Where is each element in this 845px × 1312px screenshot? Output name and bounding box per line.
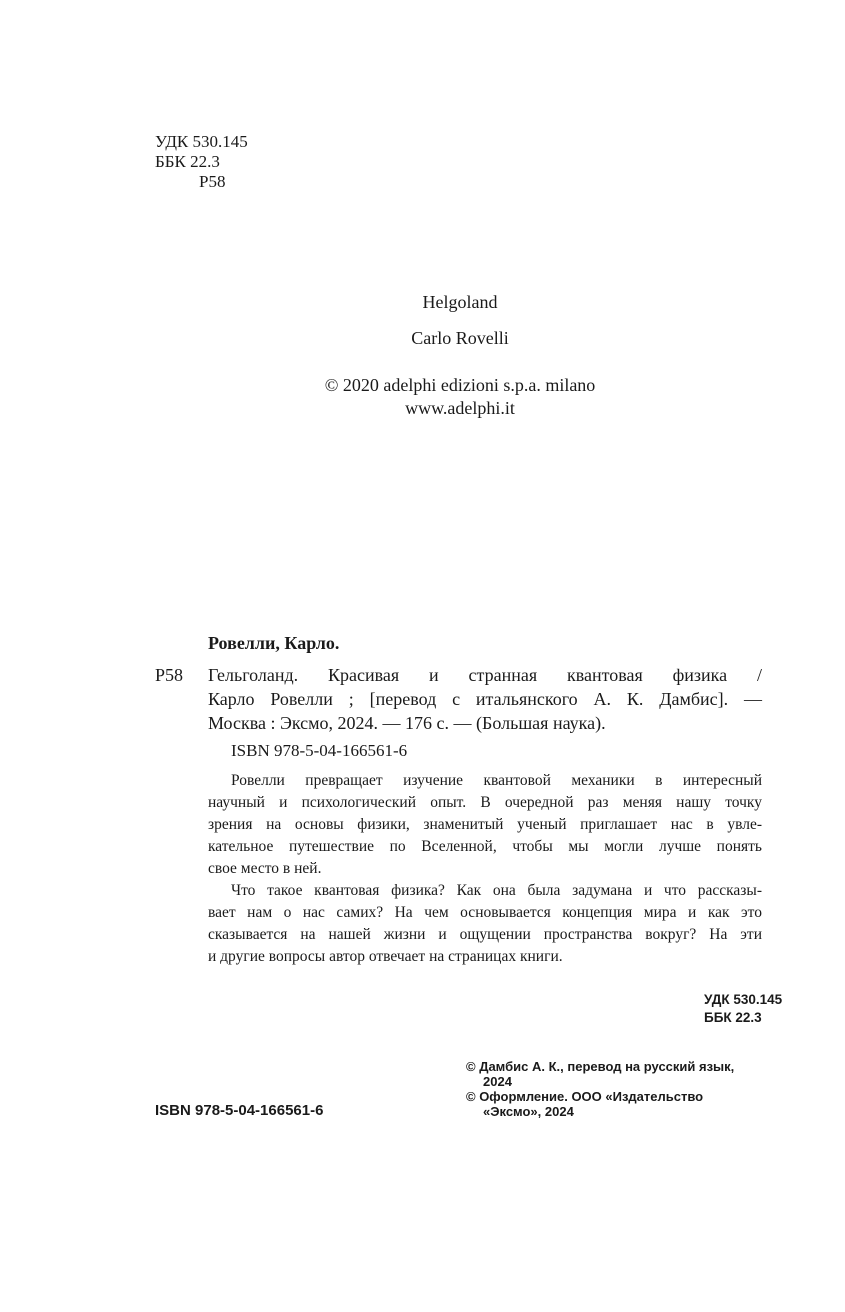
annotation [208, 770, 762, 968]
annotation-line: кательное путешествие по Вселенной, чтобы мы могли лучше понять [208, 838, 762, 855]
original-copyright-block [0, 374, 845, 420]
bbk-code: ББК 22.3 [155, 152, 220, 171]
annotation-line: свое место в ней. [208, 860, 322, 877]
description-line: Гельголанд. Красивая и странная квантовая физика / [208, 665, 762, 685]
annotation-line: вает нам о нас самих? На чем основывается концепция мира и как это [208, 904, 762, 921]
original-title: Helgoland [422, 292, 498, 312]
annotation-line: и другие вопросы автор отвечает на страницах книги. [208, 948, 563, 965]
annotation-paragraph-1 [208, 770, 762, 880]
design-copyright-publisher: «Эксмо», 2024 [483, 1104, 574, 1119]
original-author: Carlo Rovelli [411, 328, 509, 348]
annotation-line: Что такое квантовая физика? Как она была задумана и что рассказы- [231, 882, 762, 899]
translation-copyright-line: © Дамбис А. К., перевод на русский язык, [466, 1059, 735, 1074]
translation-copyright [466, 1059, 766, 1089]
author-mark: Р58 [199, 172, 226, 191]
bottom-isbn: ISBN 978-5-04-166561-6 [155, 1102, 324, 1119]
annotation-paragraph-2 [208, 880, 762, 968]
record-heading: Ровелли, Карло. [208, 633, 340, 653]
original-copyright: © 2020 adelphi edizioni s.p.a. milano [324, 375, 596, 395]
annotation-line: зрения на основы физики, знаменитый ученый приглашает нас в увле- [208, 816, 762, 833]
annotation-line: сказывается на нашей жизни и ощущении пространства вокруг? На эти [208, 926, 762, 943]
udk-code-bold: УДК 530.145 [704, 992, 783, 1007]
record-isbn: ISBN 978-5-04-166561-6 [231, 741, 408, 760]
annotation-line: Ровелли превращает изучение квантовой механики в интересный [231, 772, 762, 789]
classification-codes [704, 991, 782, 1027]
copyright-notices [466, 1059, 766, 1119]
translation-copyright-year: 2024 [483, 1074, 512, 1089]
description-line: Москва : Эксмо, 2024. — 176 с. — (Большая наука). [208, 713, 606, 733]
description-line: Карло Ровелли ; [перевод с итальянского А. К. Дамбис]. — [208, 689, 762, 709]
udk-code: УДК 530.145 [155, 132, 248, 151]
design-copyright-line: © Оформление. ООО «Издательство [466, 1089, 704, 1104]
bibliographic-description [208, 663, 762, 735]
udk-header-block [155, 132, 248, 192]
record-author-mark: Р58 [155, 665, 184, 685]
design-copyright [466, 1089, 766, 1119]
annotation-line: научный и психологический опыт. В очередной раз меняя нашу точку [208, 794, 762, 811]
publisher-website: www.adelphi.it [405, 398, 515, 418]
bbk-code-bold: ББК 22.3 [704, 1010, 762, 1025]
